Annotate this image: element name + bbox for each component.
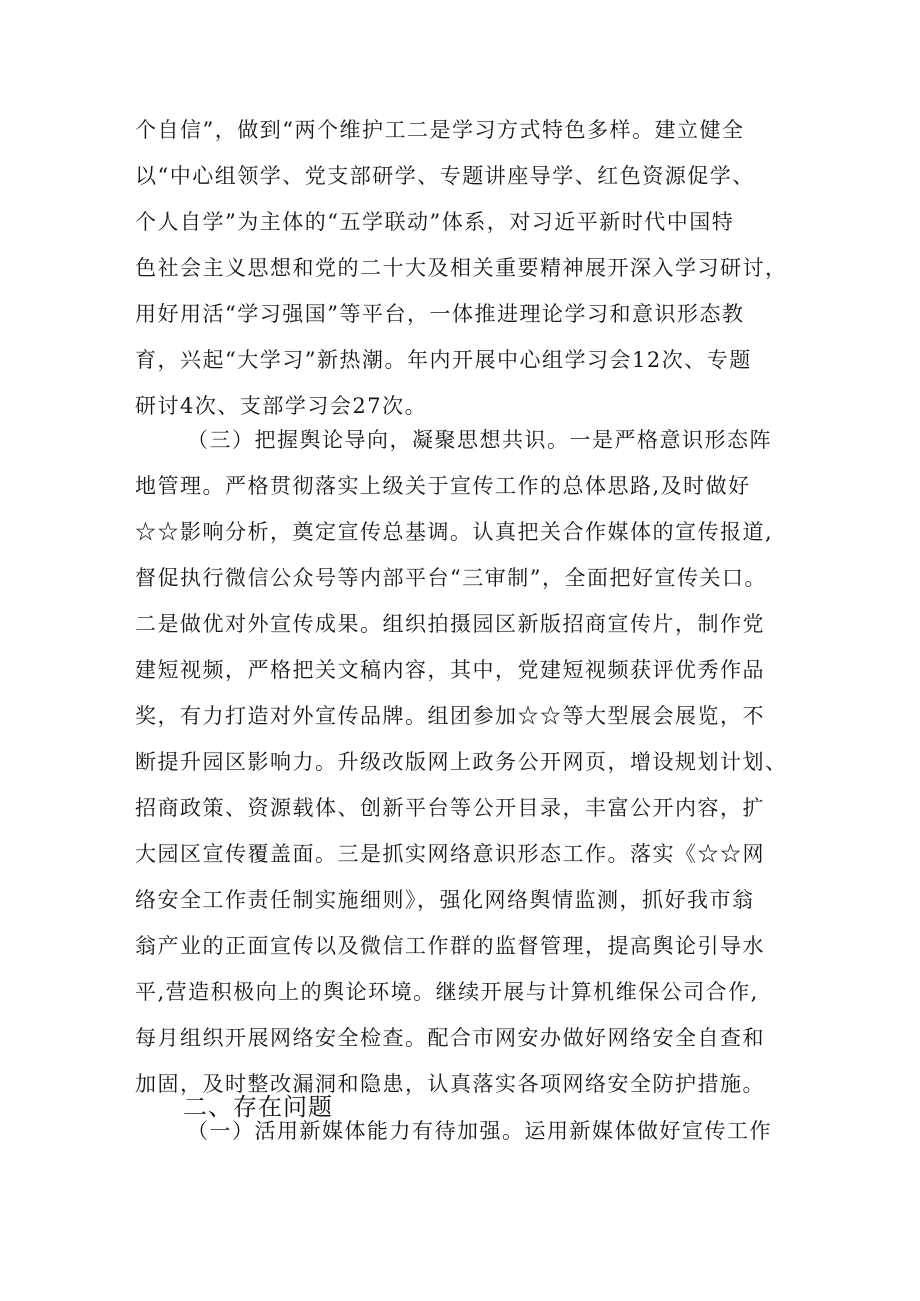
text-line: 翁产业的正面宣传以及微信工作群的监督管理，提高舆论引导水: [135, 934, 765, 958]
text-line: 个自信”，做到“两个维护工二是学习方式特色多样。建立健全: [135, 118, 745, 142]
section-heading: 二、存在问题: [183, 1093, 333, 1121]
text-line: 个人自学”为主体的“五学联动”体系，对习近平新时代中国特: [135, 210, 735, 234]
text-line: 每月组织开展网络安全检查。配合市网安办做好网络安全自查和: [135, 1026, 765, 1050]
text-line: （一）活用新媒体能力有待加强。运用新媒体做好宣传工作: [187, 1119, 772, 1143]
text-line: 育，兴起“大学习”新热潮。年内开展中心组学习会12次、专题: [135, 348, 752, 372]
text-line: 建短视频，严格把关文稿内容，其中，党建短视频获评优秀作品: [135, 658, 765, 682]
text-line: 平,营造积极向上的舆论环境。继续开展与计算机维保公司合作,: [135, 980, 759, 1004]
text-line: 络安全工作责任制实施细则》，强化网络舆情监测，抓好我市翁: [135, 888, 755, 912]
text-line: 招商政策、资源载体、创新平台等公开目录，丰富公开内容，扩: [135, 796, 765, 820]
text-line: 督促执行微信公众号等内部平台“三审制”，全面把好宣传关口。: [135, 566, 767, 590]
text-line: ☆☆影响分析，奠定宣传总基调。认真把关合作媒体的宣传报道,: [135, 520, 774, 544]
text-line: 以“中心组领学、党支部研学、专题讲座导学、红色资源促学、: [135, 164, 755, 188]
paragraph-public-opinion: [135, 417, 815, 1107]
paragraph-new-media: [135, 1108, 815, 1154]
text-line: 断提升园区影响力。升级改版网上政务公开网页，增设规划计划、: [135, 750, 788, 774]
text-line: 二是做优对外宣传成果。组织拍摄园区新版招商宣传片，制作党: [135, 612, 765, 636]
text-line: 用好用活“学习强国”等平台，一体推进理论学习和意识形态教: [135, 302, 745, 326]
text-line: 色社会主义思想和党的二十大及相关重要精神展开深入学习研讨，: [135, 256, 788, 280]
text-line: 地管理。严格贯彻落实上级关于宣传工作的总体思路,及时做好: [135, 474, 751, 498]
paragraph-theory-study: [135, 107, 815, 429]
text-line: （三）把握舆论导向，凝聚思想共识。一是严格意识形态阵: [187, 428, 772, 452]
text-line: 大园区宣传覆盖面。三是抓实网络意识形态工作。落实《☆☆网: [135, 842, 765, 866]
text-line: 奖，有力打造对外宣传品牌。组团参加☆☆等大型展会展览，不: [135, 704, 765, 728]
text-line: 加固，及时整改漏洞和隐患，认真落实各项网络安全防护措施。: [135, 1072, 765, 1096]
text-line: 研讨4次、支部学习会27次。: [135, 394, 428, 418]
